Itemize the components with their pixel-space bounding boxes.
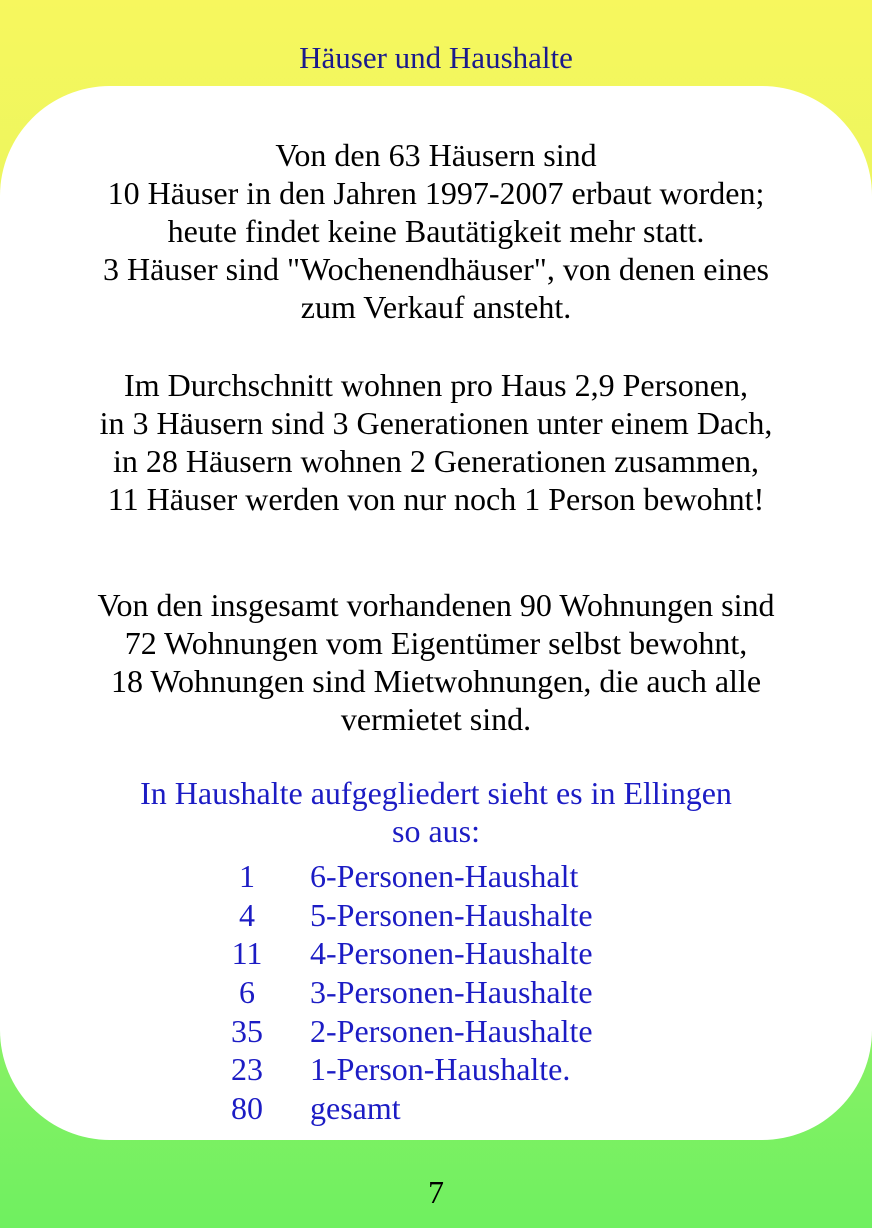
household-count: 23 [231, 1051, 263, 1088]
household-label: 1-Person-Haushalte. [310, 1051, 571, 1088]
text-line: Von den 63 Häusern sind [275, 137, 597, 173]
household-count: 11 [231, 935, 263, 972]
apartments-paragraph [0, 586, 872, 738]
household-row [0, 857, 872, 896]
household-row [0, 973, 872, 1012]
text-line: in 3 Häusern sind 3 Generationen unter einem Dach, [99, 405, 773, 441]
page-number: 7 [428, 1174, 444, 1210]
household-label: 5-Personen-Haushalte [310, 896, 593, 933]
household-label: 2-Personen-Haushalte [310, 1012, 593, 1049]
text-line: 3 Häuser sind "Wochenendhäuser", von denen eines [102, 251, 769, 287]
text-line: in 28 Häusern wohnen 2 Generationen zusammen, [112, 443, 760, 479]
text-line: zum Verkauf ansteht. [300, 289, 572, 325]
text-line: heute findet keine Bautätigkeit mehr statt. [167, 213, 705, 249]
household-count: 4 [239, 896, 255, 933]
household-total-count: 80 [231, 1090, 263, 1127]
household-total-row [0, 1089, 872, 1128]
text-line: Von den insgesamt vorhandenen 90 Wohnungen sind [97, 587, 775, 623]
household-row [0, 896, 872, 935]
household-row [0, 934, 872, 973]
household-label: 4-Personen-Haushalte [310, 935, 593, 972]
text-line: Im Durchschnitt wohnen pro Haus 2,9 Personen, [124, 367, 748, 403]
text-line: In Haushalte aufgegliedert sieht es in Ellingen [140, 775, 732, 811]
houses-paragraph [0, 136, 872, 326]
household-label: 3-Personen-Haushalte [310, 974, 593, 1011]
text-line: 18 Wohnungen sind Mietwohnungen, die auch alle [110, 663, 762, 699]
page-title: Häuser und Haushalte [299, 40, 573, 75]
persons-paragraph [0, 366, 872, 518]
household-count: 35 [231, 1012, 263, 1049]
household-count: 1 [239, 858, 255, 894]
household-row [0, 1050, 872, 1089]
household-label: 6-Personen-Haushalt [310, 858, 579, 894]
text-line: 11 Häuser werden von nur noch 1 Person bewohnt! [107, 481, 765, 517]
text-line: vermietet sind. [340, 701, 532, 737]
households-intro [0, 774, 872, 850]
households-table [0, 857, 872, 1128]
household-row [0, 1012, 872, 1051]
household-total-label: gesamt [310, 1090, 401, 1127]
household-count: 6 [239, 974, 255, 1011]
text-line: so aus: [392, 813, 480, 849]
text-line: 72 Wohnungen vom Eigentümer selbst bewohnt, [124, 625, 748, 661]
text-line: 10 Häuser in den Jahren 1997-2007 erbaut worden; [107, 175, 765, 211]
